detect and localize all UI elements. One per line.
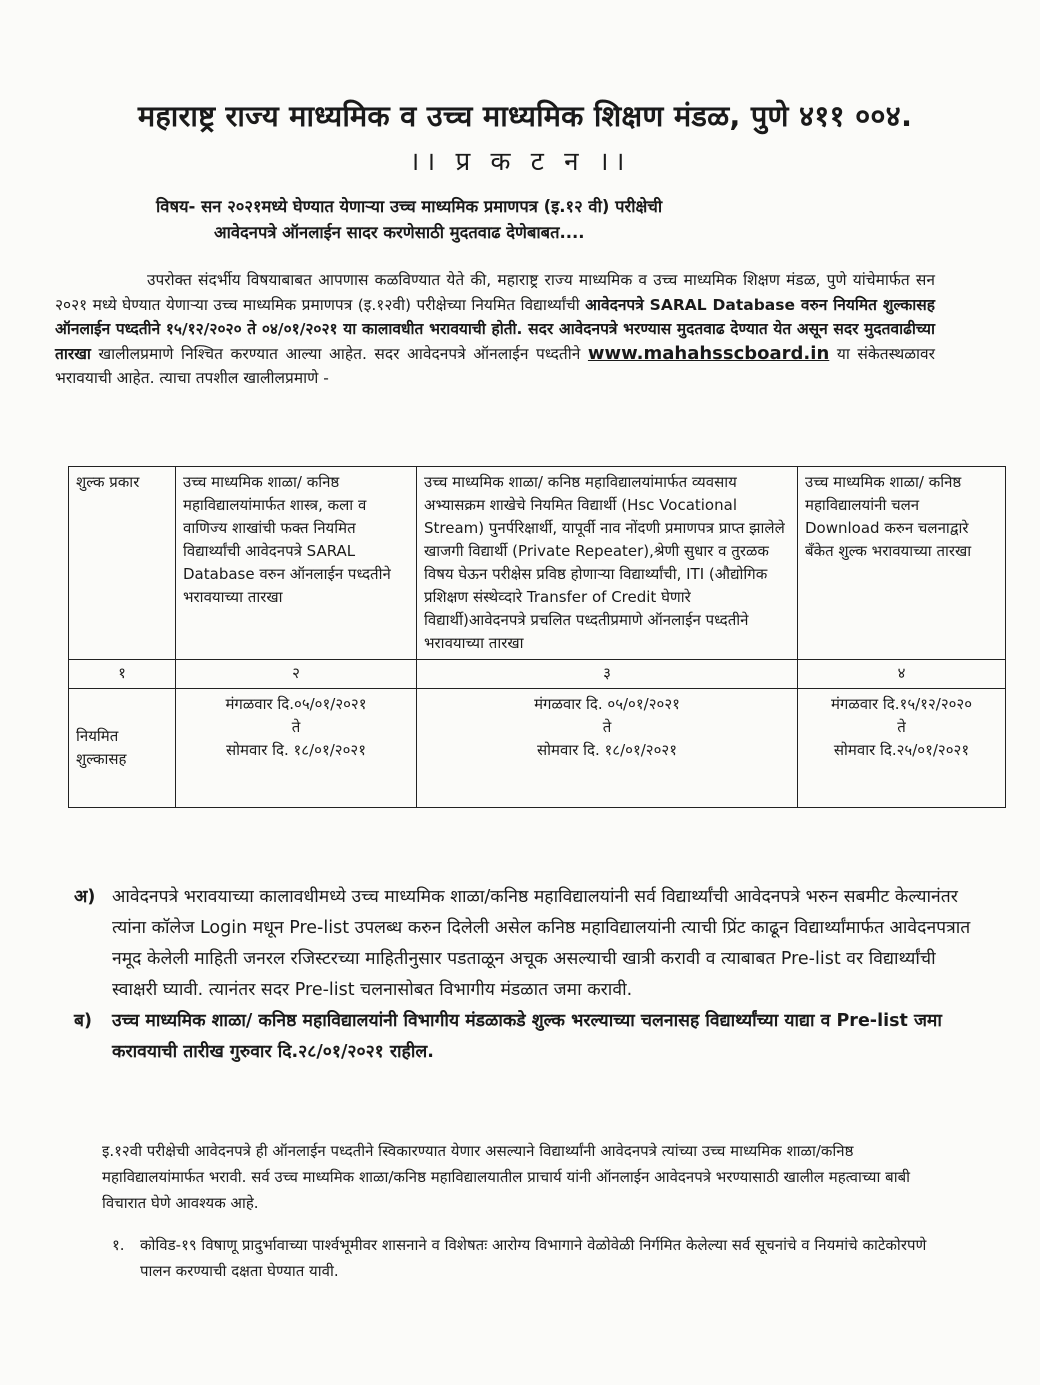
- row-label-regular-fee: नियमित शुल्कासह: [69, 689, 176, 808]
- intro-part-2: आवेदनपत्रे SARAL Database वरुन नियमित शुल्कासह ऑनलाईन पध्दतीने १५/१२/२०२० ते ०४/०१/२०२१ या कालावधीत भरावयाची होती. सदर आवेदनपत्रे भरण्यास मुदतवाढ देण्यात येत असून सदर मुदतवाढीच्या तारखा: [55, 295, 935, 363]
- note-marker: ब): [74, 1011, 92, 1031]
- subject-line: [156, 194, 916, 246]
- date-start: मंगळवार दि. ०५/०१/२०२१: [534, 695, 680, 713]
- intro-part-4: या संकेतस्थळावर भरावयाची आहेत. त्याचा तपशील खालीलप्रमाणे -: [55, 344, 935, 387]
- instruction-paragraph: इ.१२वी परीक्षेची आवेदनपत्रे ही ऑनलाईन पध्दतीने स्विकारण्यात येणार असल्याने विद्यार्थ्यांनी आवेदनपत्रे त्यांच्या उच्च माध्यमिक शाळा/कनिष्ठ महाविद्यालयांमार्फत भरावी. सर्व उच्च माध्यमिक शाळा/कनिष्ठ महाविद्यालयातील प्राचार्य यांनी ऑनलाईन आवेदनपत्रे भरण्यासाठी खालील महत्वाच्या बाबी विचारात घेणे आवश्यक आहे.: [102, 1142, 911, 1212]
- date-end: सोमवार दि. १८/०१/२०२१: [536, 741, 678, 759]
- note-text: आवेदनपत्रे भरावयाच्या कालावधीमध्ये उच्च माध्यमिक शाळा/कनिष्ठ महाविद्यालयांनी सर्व विद्यार्थ्यांची आवेदनपत्रे भरुन सबमीट केल्यानंतर त्यांना कॉलेज Login मधून Pre-list उपलब्ध करुन दिलेली असेल कनिष्ठ महाविद्यालयांनी त्याची प्रिंट काढून विद्यार्थ्यांमार्फत आवेदनपत्रात नमूद केलेली माहिती जनरल रजिस्टरच्या माहितीनुसार पडताळून अचूक असल्याची खात्री करावी व त्याबाबत Pre-list वर विद्यार्थ्यांची स्वाक्षरी घ्यावी. त्यानंतर सदर Pre-list चलनासोबत विभागीय मंडळात जमा करावी.: [112, 887, 971, 1000]
- date-to: ते: [897, 718, 906, 736]
- date-to: ते: [291, 718, 301, 736]
- point-marker: १.: [112, 1236, 125, 1254]
- notes-section: [74, 882, 974, 1068]
- board-title: महाराष्ट्र राज्य माध्यमिक व उच्च माध्यमिक शिक्षण मंडळ, पुणे ४११ ००४.: [137, 99, 913, 133]
- point-text: कोविड-१९ विषाणू प्रादुर्भावाच्या पार्श्वभूमीवर शासनाने व विशेषतः आरोग्य विभागाने वेळोवेळी निर्गमित केलेल्या सर्व सूचनांचे व नियमांचे काटेकोरपणे पालन करण्याची दक्षता घेण्यात यावी.: [140, 1236, 927, 1280]
- saral-date-range: [176, 689, 417, 808]
- header-challan-dates: उच्च माध्यमिक शाळा/ कनिष्ठ महाविद्यालयांनी चलन Download करुन चलनाद्वारे बँकेत शुल्क भरावयाच्या तारखा: [798, 467, 1006, 660]
- note-item-a: [74, 882, 974, 1006]
- point-item-1: [112, 1232, 942, 1284]
- notice-heading: ।। प्र क ट न ।।: [409, 147, 631, 177]
- website-link[interactable]: www.mahahsscboard.in: [587, 342, 830, 364]
- intro-part-1: उपरोक्त संदर्भीय विषयाबाबत आपणास कळविण्यात येते की, महाराष्ट्र राज्य माध्यमिक व उच्च माध्यमिक शिक्षण मंडळ, पुणे यांचेमार्फत सन २०२१ मध्ये घेण्यात येणाऱ्या उच्च माध्यमिक प्रमाणपत्र (इ.१२वी) परीक्षेच्या नियमित विद्यार्थ्यांची: [55, 271, 935, 314]
- table-row: [69, 689, 1006, 808]
- note-text: उच्च माध्यमिक शाळा/ कनिष्ठ महाविद्यालयांनी विभागीय मंडळाकडे शुल्क भरल्याच्या चलनासह विद्यार्थ्यांच्या याद्या व Pre-list जमा करावयाची तारीख गुरुवार दि.२८/०१/२०२१ राहील.: [112, 1011, 942, 1062]
- date-to: ते: [602, 718, 612, 736]
- date-end: सोमवार दि. १८/०१/२०२१: [225, 741, 367, 759]
- header-saral-dates: उच्च माध्यमिक शाळा/ कनिष्ठ महाविद्यालयांमार्फत शास्त्र, कला व वाणिज्य शाखांची फक्त नियमित विद्यार्थ्यांची आवेदनपत्रे SARAL Database वरुन ऑनलाईन पध्दतीने भरावयाच्या तारखा: [176, 467, 417, 660]
- column-number: ३: [417, 660, 798, 689]
- note-marker: अ): [74, 887, 96, 907]
- header-vocational-dates: उच्च माध्यमिक शाळा/ कनिष्ठ महाविद्यालयांमार्फत व्यवसाय अभ्यासक्रम शाखेचे नियमित विद्यार्थी (Hsc Vocational Stream) पुनर्परिक्षार्थी, यापूर्वी नाव नोंदणी प्रमाणपत्र प्राप्त झालेले खाजगी विद्यार्थी (Private Repeater),श्रेणी सुधार व तुरळक विषय घेऊन परीक्षेस प्रविष्ठ होणाऱ्या विद्यार्थ्यांची, ITI (औद्योगिक प्रशिक्षण संस्थेव्दारे Transfer of Credit घेणारे विद्यार्थी)आवेदनपत्रे प्रचलित पध्दतीप्रमाणे ऑनलाईन पध्दतीने भरावयाच्या तारखा: [417, 467, 798, 660]
- date-end: सोमवार दि.२५/०१/२०२१: [833, 741, 970, 759]
- table-header-row: [69, 467, 1006, 660]
- vocational-date-range: [417, 689, 798, 808]
- date-start: मंगळवार दि.१५/१२/२०२०: [830, 695, 973, 713]
- fee-schedule-table: [68, 466, 1006, 808]
- intro-paragraph: [55, 268, 935, 391]
- column-number: २: [176, 660, 417, 689]
- subject-line-1: विषय- सन २०२१मध्ये घेण्यात येणाऱ्या उच्च माध्यमिक प्रमाणपत्र (इ.१२ वी) परीक्षेची: [156, 197, 663, 216]
- challan-date-range: [798, 689, 1006, 808]
- subject-line-2: आवेदनपत्रे ऑनलाईन सादर करणेसाठी मुदतवाढ देणेबाबत....: [214, 223, 585, 242]
- table-number-row: [69, 660, 1006, 689]
- note-item-b: [74, 1006, 974, 1068]
- column-number: ४: [798, 660, 1006, 689]
- intro-part-3: खालीलप्रमाणे निश्चित करण्यात आल्या आहेत. सदर आवेदनपत्रे ऑनलाईन पध्दतीने: [90, 344, 588, 363]
- header-fee-type: शुल्क प्रकार: [69, 467, 176, 660]
- date-start: मंगळवार दि.०५/०१/२०२१: [225, 695, 367, 713]
- column-number: १: [69, 660, 176, 689]
